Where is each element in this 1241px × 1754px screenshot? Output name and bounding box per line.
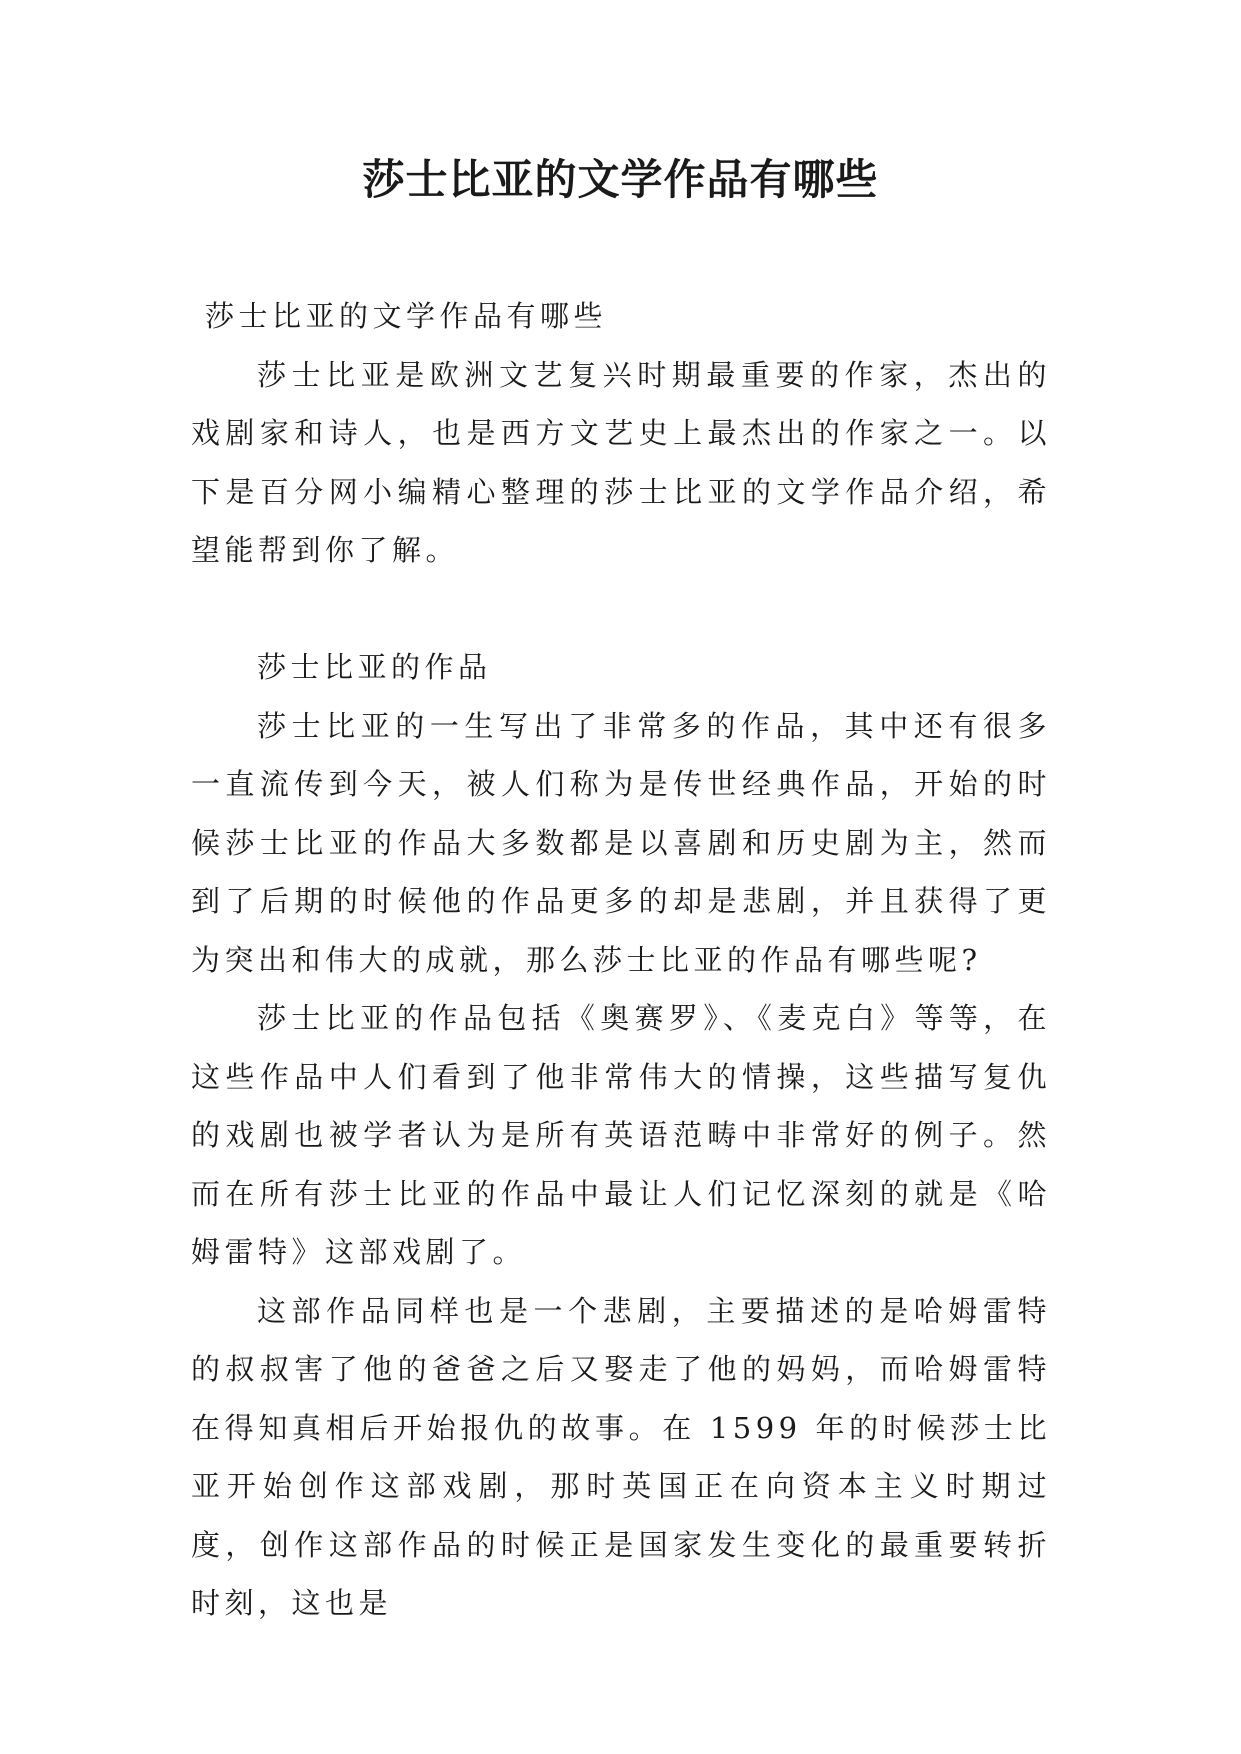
document-body	[191, 287, 1051, 1633]
paragraph-intro: 莎士比亚是欧洲文艺复兴时期最重要的作家，杰出的戏剧家和诗人，也是西方文艺史上最杰出的作家之一。以下是百分网小编精心整理的莎士比亚的文学作品介绍，希望能帮到你了解。	[191, 357, 1051, 567]
document-subtitle: 莎士比亚的文学作品有哪些	[205, 299, 608, 333]
paragraph-spacer	[191, 580, 1051, 639]
section-heading: 莎士比亚的作品	[257, 650, 492, 684]
paragraph-works-overview: 莎士比亚的一生写出了非常多的作品，其中还有很多一直流传到今天，被人们称为是传世经典作品，开始的时候莎士比亚的作品大多数都是以喜剧和历史剧为主，然而到了后期的时候他的作品更多的却是悲剧，并且获得了更为突出和伟大的成就，那么莎士比亚的作品有哪些呢?	[191, 708, 1051, 977]
paragraph-hamlet: 这部作品同样也是一个悲剧，主要描述的是哈姆雷特的叔叔害了他的爸爸之后又娶走了他的妈妈，而哈姆雷特在得知真相后开始报仇的故事。在 1599 年的时候莎士比亚开始创作这部戏剧，那时英国正在向资本主义时期过度，创作这部作品的时候正是国家发生变化的最重要转折时刻，这也是	[191, 1293, 1051, 1620]
page-title: 莎士比亚的文学作品有哪些	[362, 155, 879, 204]
paragraph-works-list: 莎士比亚的作品包括《奥赛罗》、《麦克白》等等，在这些作品中人们看到了他非常伟大的情操，这些描写复仇的戏剧也被学者认为是所有英语范畴中非常好的例子。然而在所有莎士比亚的作品中最让人们记忆深刻的就是《哈姆雷特》这部戏剧了。	[191, 1001, 1051, 1269]
